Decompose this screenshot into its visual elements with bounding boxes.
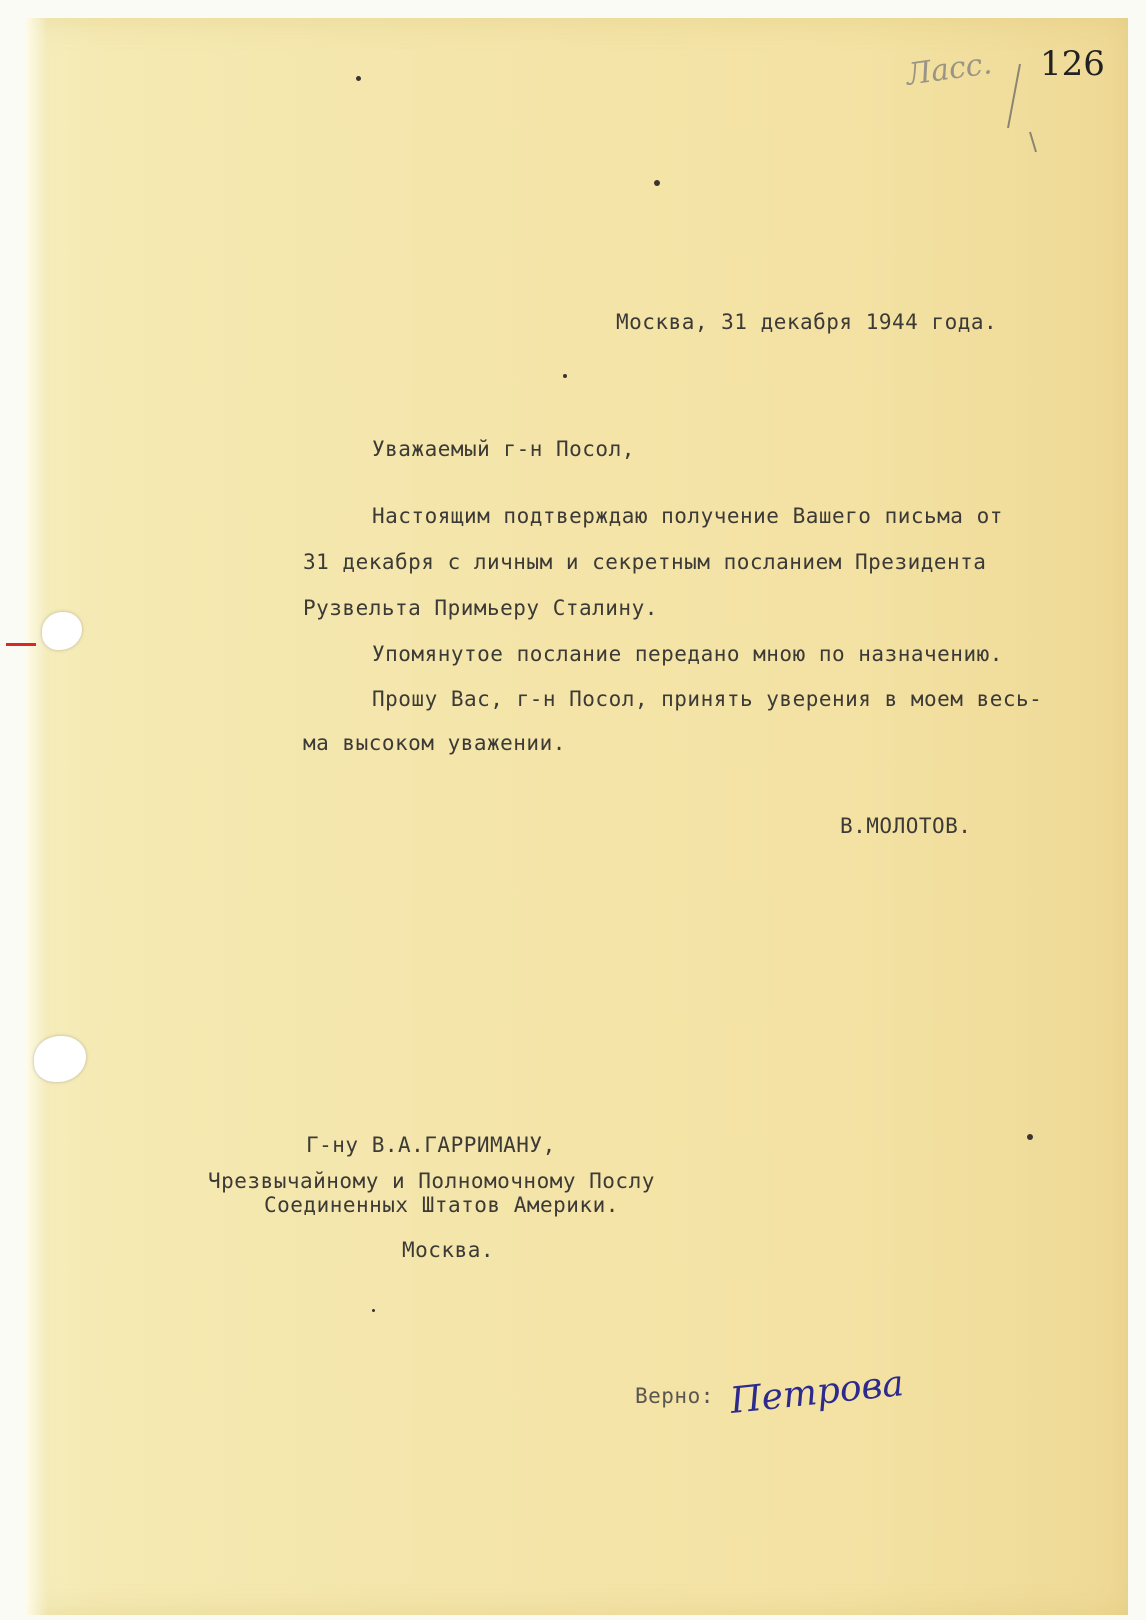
speck <box>563 374 567 378</box>
speck <box>356 76 361 81</box>
archive-mark: Ласс. <box>903 46 995 93</box>
body-line: Настоящим подтверждаю получение Вашего письма от <box>372 504 1003 528</box>
body-line: Рузвельта Примьеру Сталину. <box>303 596 658 620</box>
addressee-country: Соединенных Штатов Америки. <box>264 1193 619 1217</box>
speck <box>1027 1134 1033 1140</box>
addressee-title: Чрезвычайному и Полномочному Послу <box>208 1169 655 1193</box>
body-line: Упомянутое послание передано мною по назначению. <box>372 642 1003 666</box>
certification-label: Верно: <box>635 1384 714 1408</box>
body-line: 31 декабря с личным и секретным посланием Президента <box>303 550 987 574</box>
body-line: Прошу Вас, г-н Посол, принять уверения в моем весь- <box>372 687 1043 711</box>
addressee-city: Москва. <box>402 1238 495 1262</box>
archive-stroke <box>1000 62 1040 132</box>
salutation: Уважаемый г-н Посол, <box>372 437 635 461</box>
page-number: 126 <box>1040 44 1105 84</box>
body-line: ма высоком уважении. <box>303 731 566 755</box>
speck <box>654 180 660 186</box>
date-line: Москва, 31 декабря 1944 года. <box>616 310 998 334</box>
speck <box>372 1309 375 1312</box>
paper-left-edge <box>26 18 48 1615</box>
certification-signature: Петрова <box>728 1363 906 1422</box>
signature-name: В.МОЛОТОВ. <box>840 814 972 838</box>
addressee-name: Г-ну В.А.ГАРРИМАНУ, <box>306 1133 556 1157</box>
red-margin-mark <box>6 643 36 646</box>
